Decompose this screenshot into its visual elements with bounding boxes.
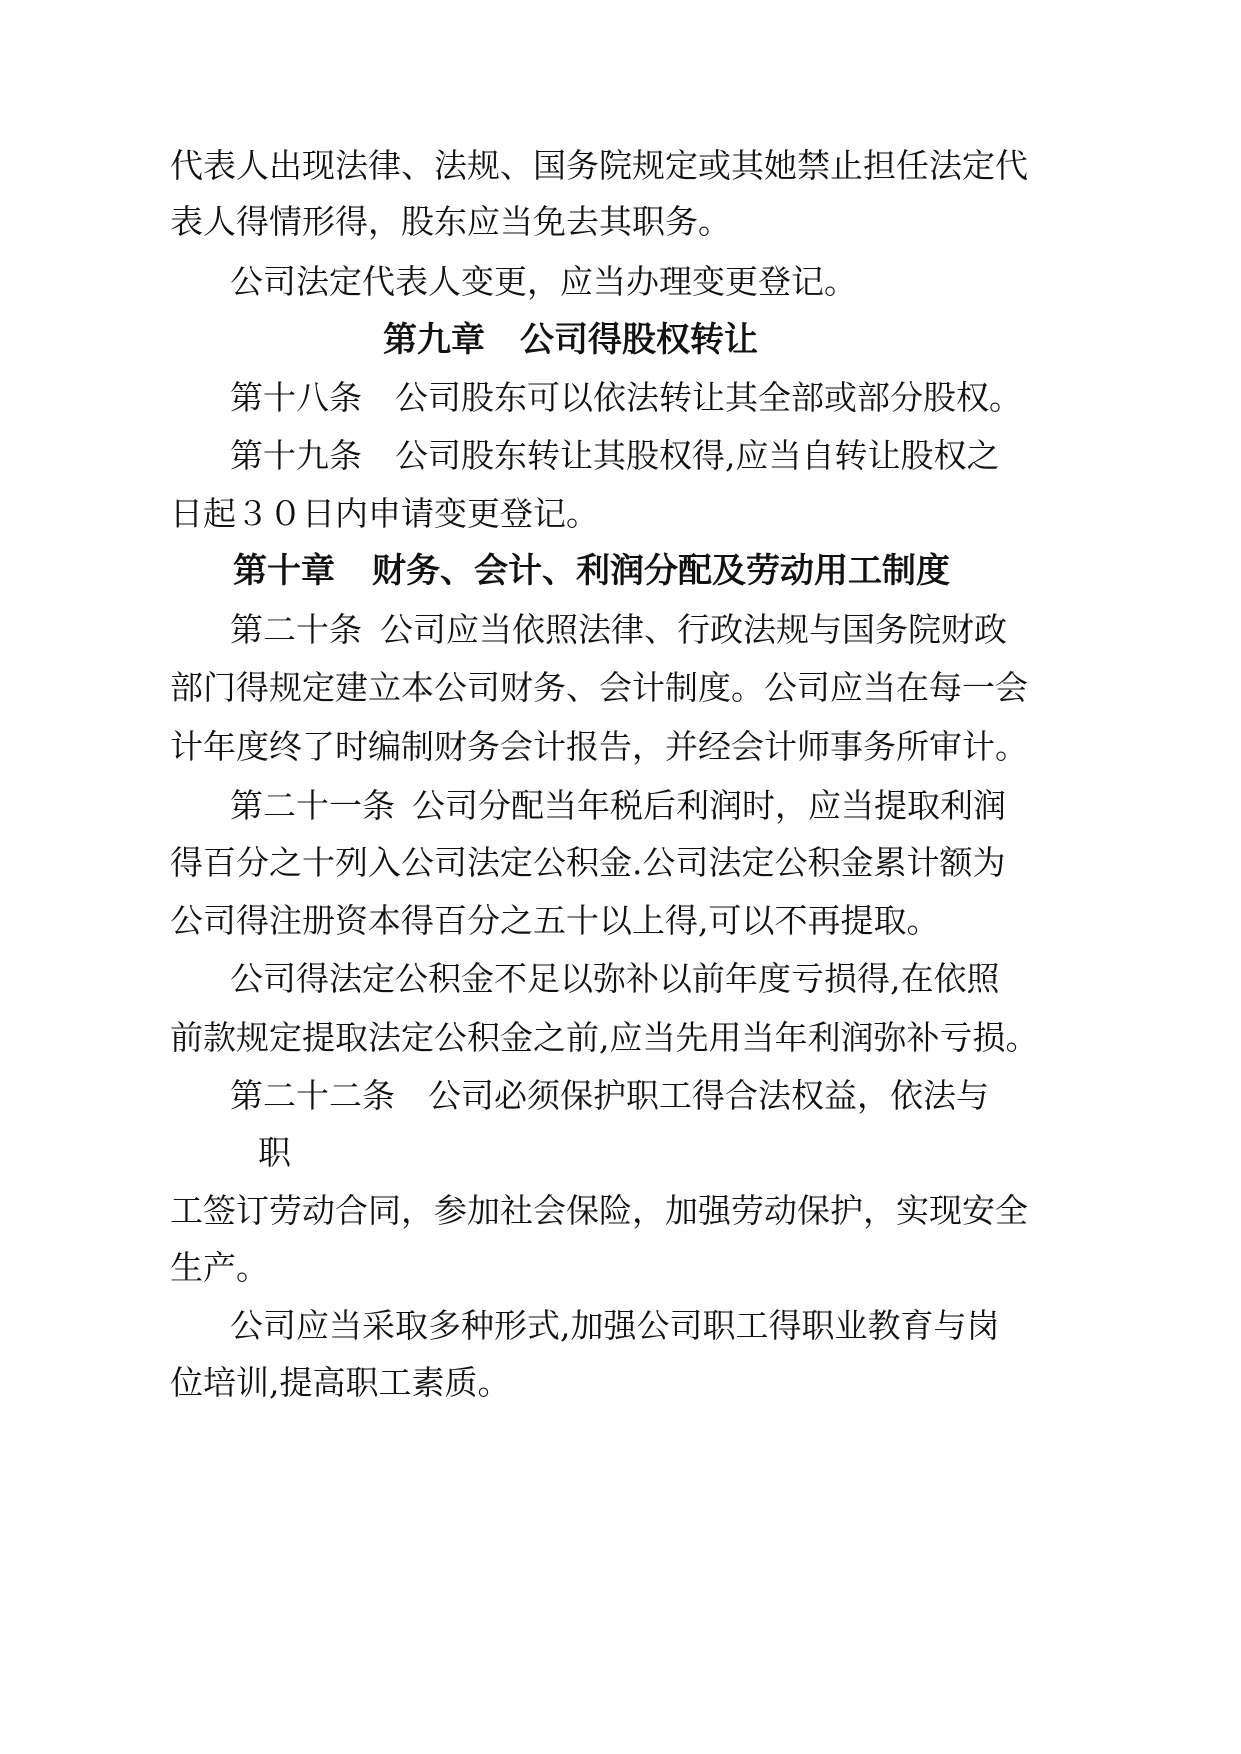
text-line: 位培训,提高职工素质。: [170, 1363, 511, 1402]
article-number: 第十八条: [230, 378, 362, 417]
chapter-title: 公司得股权转让: [520, 320, 758, 360]
text-line: 生产。: [170, 1248, 269, 1287]
article-number: 第二十一条: [230, 786, 395, 825]
article-number: 第二十二条: [230, 1076, 395, 1115]
text-line: 前款规定提取法定公积金之前,应当先用当年利润弥补亏损。: [170, 1018, 1039, 1057]
text-line: 公司法定代表人变更，应当办理变更登记。: [230, 262, 857, 301]
article-text: 公司必须保护职工得合法权益，依法与: [428, 1076, 989, 1115]
text-line: 公司得注册资本得百分之五十以上得,可以不再提取。: [170, 901, 940, 940]
text-line: 公司应当采取多种形式,加强公司职工得职业教育与岗: [230, 1306, 1000, 1345]
article-number: 第十九条: [230, 436, 362, 475]
article-text: 公司分配当年税后利润时，应当提取利润: [412, 786, 1006, 825]
text-line: 职: [258, 1133, 291, 1172]
text-line: 公司得法定公积金不足以弥补以前年度亏损得,在依照: [230, 959, 1000, 998]
chapter-number: 第九章: [383, 320, 485, 360]
article-text: 公司应当依照法律、行政法规与国务院财政: [380, 610, 1007, 649]
text-line: 部门得规定建立本公司财务、会计制度。公司应当在每一会: [170, 668, 1028, 707]
text-line: 得百分之十列入公司法定公积金.公司法定公积金累计额为: [170, 843, 1006, 882]
text-line: 表人得情形得，股东应当免去其职务。: [170, 202, 731, 241]
chapter-number: 第十章: [233, 551, 335, 591]
chapter-title: 财务、会计、利润分配及劳动用工制度: [372, 551, 950, 591]
text-line: 工签订劳动合同，参加社会保险，加强劳动保护，实现安全: [170, 1191, 1028, 1230]
article-text: 公司股东可以依法转让其全部或部分股权。: [395, 378, 1022, 417]
text-line: 代表人出现法律、法规、国务院规定或其她禁止担任法定代: [170, 146, 1028, 185]
article-number: 第二十条: [230, 610, 362, 649]
text-line: 计年度终了时编制财务会计报告，并经会计师事务所审计。: [170, 727, 1028, 766]
article-text: 公司股东转让其股权得,应当自转让股权之: [395, 436, 1000, 475]
text-line: 日起３０日内申请变更登记。: [170, 494, 599, 533]
